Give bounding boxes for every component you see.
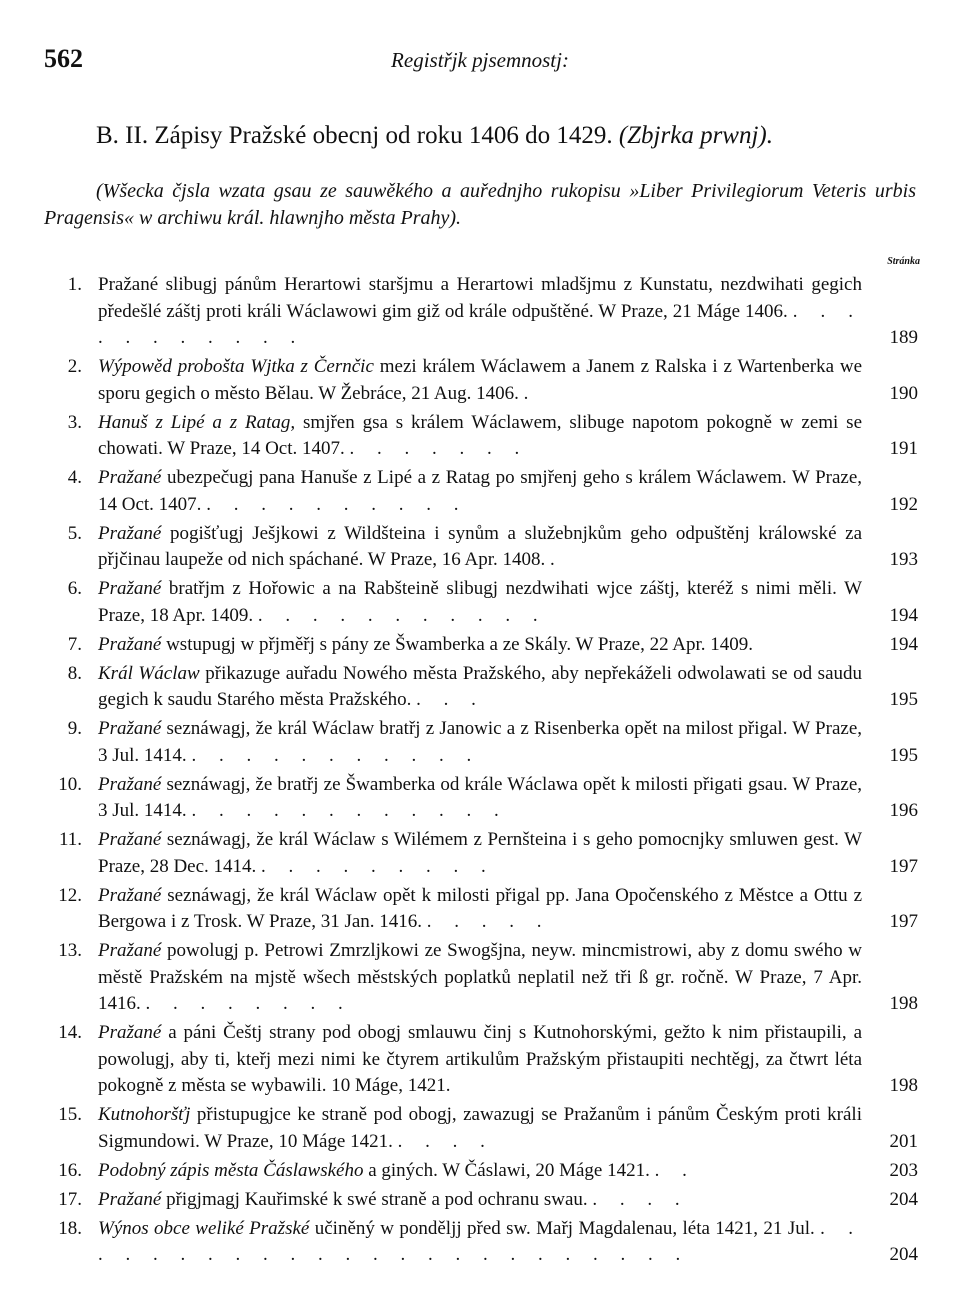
- running-head: [44, 44, 916, 80]
- entry-number: 8.: [67, 662, 82, 684]
- list-item: [44, 883, 918, 936]
- entry-lead: Pražané: [98, 522, 162, 544]
- entry-number: 5.: [67, 522, 82, 544]
- list-item: [44, 410, 918, 463]
- entry-number: 7.: [67, 633, 82, 655]
- entry-number: 11.: [58, 829, 82, 850]
- entry-leader-dots: . . . . .: [426, 911, 551, 932]
- section-title: B. II. Zápisy Pražské obecnj od roku 1406 do 1429.: [96, 122, 613, 149]
- entry-number: 14.: [58, 1022, 82, 1043]
- entry-list: [44, 272, 918, 1271]
- entry-body: přistupugjce ke straně pod obogj, zawazugj se Pražanům i pánům Českým proti králi Sigmundowi. W Praze, 10 Máge 1421.: [98, 1104, 862, 1152]
- page-column-header: Stránka: [887, 256, 920, 267]
- entry-leader-dots: . .: [654, 1159, 696, 1181]
- entry-text: [98, 1020, 862, 1100]
- entry-body: Pražané slibugj pánům Herartowi staršjmu a Herartowi mladšjmu z Kunstatu, nezdwihati gegich předešlé záštj proti králi Wáclawowi gim giž od krále odpuštěné. W Praze, 21 Máge 1406.: [98, 274, 862, 322]
- entry-number: 12.: [58, 884, 82, 906]
- entry-page-ref: 195: [889, 689, 918, 710]
- list-item: [44, 1020, 918, 1100]
- entry-text: [98, 272, 862, 352]
- entry-page-ref: 197: [889, 855, 918, 877]
- entry-body: bratřjm z Hořowic a na Rabšteině slibugj nezdwihati wjce záštj, kteréž s nimi měli. W Praze, 18 Apr. 1409.: [98, 578, 863, 626]
- entry-body: učiněný w ponděljj před sw. Mařj Magdalenau, léta 1421, 21 Jul.: [314, 1217, 815, 1239]
- section-note: (Zbjrka prwnj).: [618, 122, 774, 149]
- list-item: [44, 354, 918, 407]
- entry-number: 1.: [67, 274, 82, 295]
- entry-body: pogišťugj Ješjkowi z Wildšteina i synům a služebnjkům geho odpuštěnj králowské za přjčinau laupeže od nich spáchané. W Praze, 16 Apr. 1408.: [98, 522, 863, 570]
- entry-leader-dots: . . . .: [592, 1188, 689, 1210]
- entry-leader-dots: . . . . . . . . . .: [206, 493, 468, 515]
- entry-number: 10.: [58, 773, 82, 795]
- entry-text: [98, 938, 862, 1018]
- entry-lead: Podobný zápis města Čáslawského: [98, 1159, 364, 1181]
- entry-leader-dots: . . .: [416, 689, 485, 710]
- entry-page-ref: 195: [889, 744, 918, 766]
- entry-leader-dots: .: [523, 382, 538, 404]
- entry-leader-dots: . . . . . . . . .: [261, 855, 495, 877]
- entry-lead: Pražané: [98, 940, 162, 961]
- list-item: [44, 827, 918, 880]
- section-heading: [96, 122, 920, 150]
- entry-body: seznáwagj, že král Wáclaw s Wilémem z Pernšteina i s geho pomocnjky smluwen gest. W Praze, 28 Dec. 1414.: [98, 829, 863, 877]
- entry-lead: Pražané: [98, 578, 162, 599]
- entry-number: 15.: [58, 1104, 82, 1125]
- entry-page-ref: 189: [889, 327, 918, 348]
- entry-number: 4.: [67, 467, 82, 488]
- entry-body: wstupugj w přjměřj s pány ze Šwamberka a ze Skály. W Praze, 22 Apr. 1409.: [166, 633, 754, 655]
- list-item: [44, 272, 918, 352]
- entry-text: [98, 465, 862, 518]
- list-item: [44, 576, 918, 629]
- entry-body: seznáwagj, že bratřj ze Šwamberka od krále Wáclawa opět k milosti přigati gsau. W Praze, 3 Jul. 1414.: [98, 773, 863, 821]
- entry-text: [98, 410, 862, 463]
- entry-number: 13.: [58, 940, 82, 961]
- entry-lead: Kutnohoršťj: [98, 1104, 191, 1125]
- entry-leader-dots: . . . . . . .: [349, 438, 529, 459]
- list-item: [44, 772, 918, 825]
- entry-body: ubezpečugj pana Hanuše z Lipé a z Ratag po smjřenj geho s králem Wáclawem. W Praze, 14 Oct. 1407.: [98, 467, 863, 515]
- entry-lead: Pražané: [98, 1188, 162, 1210]
- entry-body: a páni Češtj strany pod obogj smlauwu činj s Kutnohorskými, gežto k nim přistaupili, a powolugj, aby ti, kteřj mezi nimi ke čtyrem artikulům Pražským přistaupiti nechtěgj, za čtwrt léta pokogně z města se wybawili. 10 Máge, 1421.: [98, 1022, 862, 1096]
- entry-body: přikazuge auřadu Nowého města Pražského, aby nepřekáželi odwolawati se od saudu gegich k saudu Starého města Pražského.: [98, 662, 863, 710]
- entry-page-ref: 194: [889, 604, 918, 626]
- entry-lead: Pražané: [98, 829, 162, 850]
- entry-leader-dots: . . . . . . . . . . . . . . . . . . . . . . . .: [98, 1217, 863, 1265]
- entry-body: seznáwagj, že král Wáclaw bratřj z Janowic a z Risenberka opět na milost přigal. W Praze, 3 Jul. 1414.: [98, 718, 862, 766]
- entry-leader-dots: . . . . . . . . . . . .: [191, 800, 508, 821]
- entry-number: 3.: [67, 411, 82, 433]
- entry-page-ref: 204: [889, 1188, 918, 1210]
- entry-page-ref: 198: [889, 1075, 918, 1096]
- entry-text: [98, 521, 862, 574]
- entry-leader-dots: . . . . . . . . . . .: [98, 300, 863, 348]
- intro-note: (Wšecka čjsla wzata gsau ze sauwěkého a auřednjho rukopisu »Liber Privilegiorum Veteris urbis Pragensis« w archiwu král. hlawnjho města Prahy).: [44, 180, 916, 229]
- list-item: [44, 1216, 918, 1269]
- entry-lead: Pražané: [98, 1022, 162, 1043]
- entry-body: a giných. W Čáslawi, 20 Máge 1421.: [368, 1159, 650, 1181]
- entry-page-ref: 201: [889, 1130, 918, 1152]
- entry-leader-dots: . . . . . . . .: [145, 993, 352, 1014]
- list-item: [44, 938, 918, 1018]
- entry-number: 9.: [67, 718, 82, 739]
- entry-lead: Pražané: [98, 884, 162, 906]
- entry-text: [98, 1158, 862, 1185]
- entry-body: smjřen gsa s králem Wáclawem, slibuge napotom pokogně w zemi se chowati. W Praze, 14 Oct. 1407.: [98, 411, 862, 459]
- entry-lead: Král Wáclaw: [98, 662, 200, 684]
- entry-text: [98, 576, 862, 629]
- entry-leader-dots: . . . . . . . . . . .: [191, 744, 481, 766]
- entry-text: [98, 632, 862, 659]
- entry-text: [98, 354, 862, 407]
- entry-number: 18.: [58, 1217, 82, 1239]
- entry-body: powolugj p. Petrowi Zmrzljkowi ze Swogšjna, neyw. mincmistrowi, aby z domu swého w městě Pražském na mjstě wšech městských poplatků neplatil než tři ß gr. ročně. W Praze, 7 Apr. 1416.: [98, 940, 862, 1014]
- entry-number: 2.: [67, 356, 82, 377]
- entry-leader-dots: .: [550, 549, 564, 570]
- entry-lead: Pražané: [98, 718, 162, 739]
- entry-text: [98, 1102, 862, 1155]
- entry-text: [98, 772, 862, 825]
- entry-page-ref: 204: [889, 1244, 918, 1265]
- running-title: Registřjk pjsemnostj:: [391, 48, 569, 72]
- entry-text: [98, 827, 862, 880]
- entry-lead: Wýnos obce weliké Pražské: [98, 1217, 310, 1239]
- list-item: [44, 521, 918, 574]
- list-item: [44, 465, 918, 518]
- entry-body: mezi králem Wáclawem a Janem z Ralska i z Wartenberka we sporu gegich o město Bělau. W Žebráce, 21 Aug. 1406.: [98, 356, 862, 404]
- list-item: [44, 661, 918, 714]
- entry-lead: Pražané: [98, 633, 162, 655]
- entry-number: 16.: [58, 1159, 82, 1181]
- entry-number: 6.: [67, 578, 82, 599]
- entry-page-ref: 197: [889, 911, 918, 932]
- list-item: [44, 716, 918, 769]
- entry-body: seznáwagj, že král Wáclaw opět k milosti přigal pp. Jana Opočenského z Městce a Ottu z Bergowa i z Trosk. W Praze, 31 Jan. 1416.: [98, 884, 863, 932]
- list-item: [44, 1158, 918, 1185]
- entry-lead: Wýpowěd probošta Wjtka z Černčic: [98, 356, 374, 377]
- list-item: [44, 1102, 918, 1155]
- entry-leader-dots: . . . . . . . . . . .: [257, 604, 547, 626]
- entry-page-ref: 192: [889, 493, 918, 515]
- entry-page-ref: 203: [889, 1159, 918, 1181]
- entry-lead: Pražané: [98, 773, 162, 795]
- entry-leader-dots: . . . .: [397, 1130, 494, 1152]
- entry-text: [98, 1216, 862, 1269]
- entry-body: přigjmagj Kauřimské k swé straně a pod ochranu swau.: [166, 1188, 588, 1210]
- list-item: [44, 632, 918, 659]
- entry-lead: Hanuš z Lipé a z Ratag,: [98, 411, 296, 433]
- page-number: 562: [44, 44, 83, 73]
- entry-page-ref: 198: [889, 993, 918, 1014]
- entry-text: [98, 1187, 862, 1214]
- entry-text: [98, 661, 862, 714]
- entry-page-ref: 191: [889, 438, 918, 459]
- entry-page-ref: 196: [889, 800, 918, 821]
- list-item: [44, 1187, 918, 1214]
- entry-number: 17.: [58, 1188, 82, 1210]
- entry-page-ref: 194: [889, 633, 918, 655]
- entry-page-ref: 193: [889, 549, 918, 570]
- entry-page-ref: 190: [889, 382, 918, 404]
- entry-text: [98, 883, 862, 936]
- entry-lead: Pražané: [98, 467, 162, 488]
- entry-text: [98, 716, 862, 769]
